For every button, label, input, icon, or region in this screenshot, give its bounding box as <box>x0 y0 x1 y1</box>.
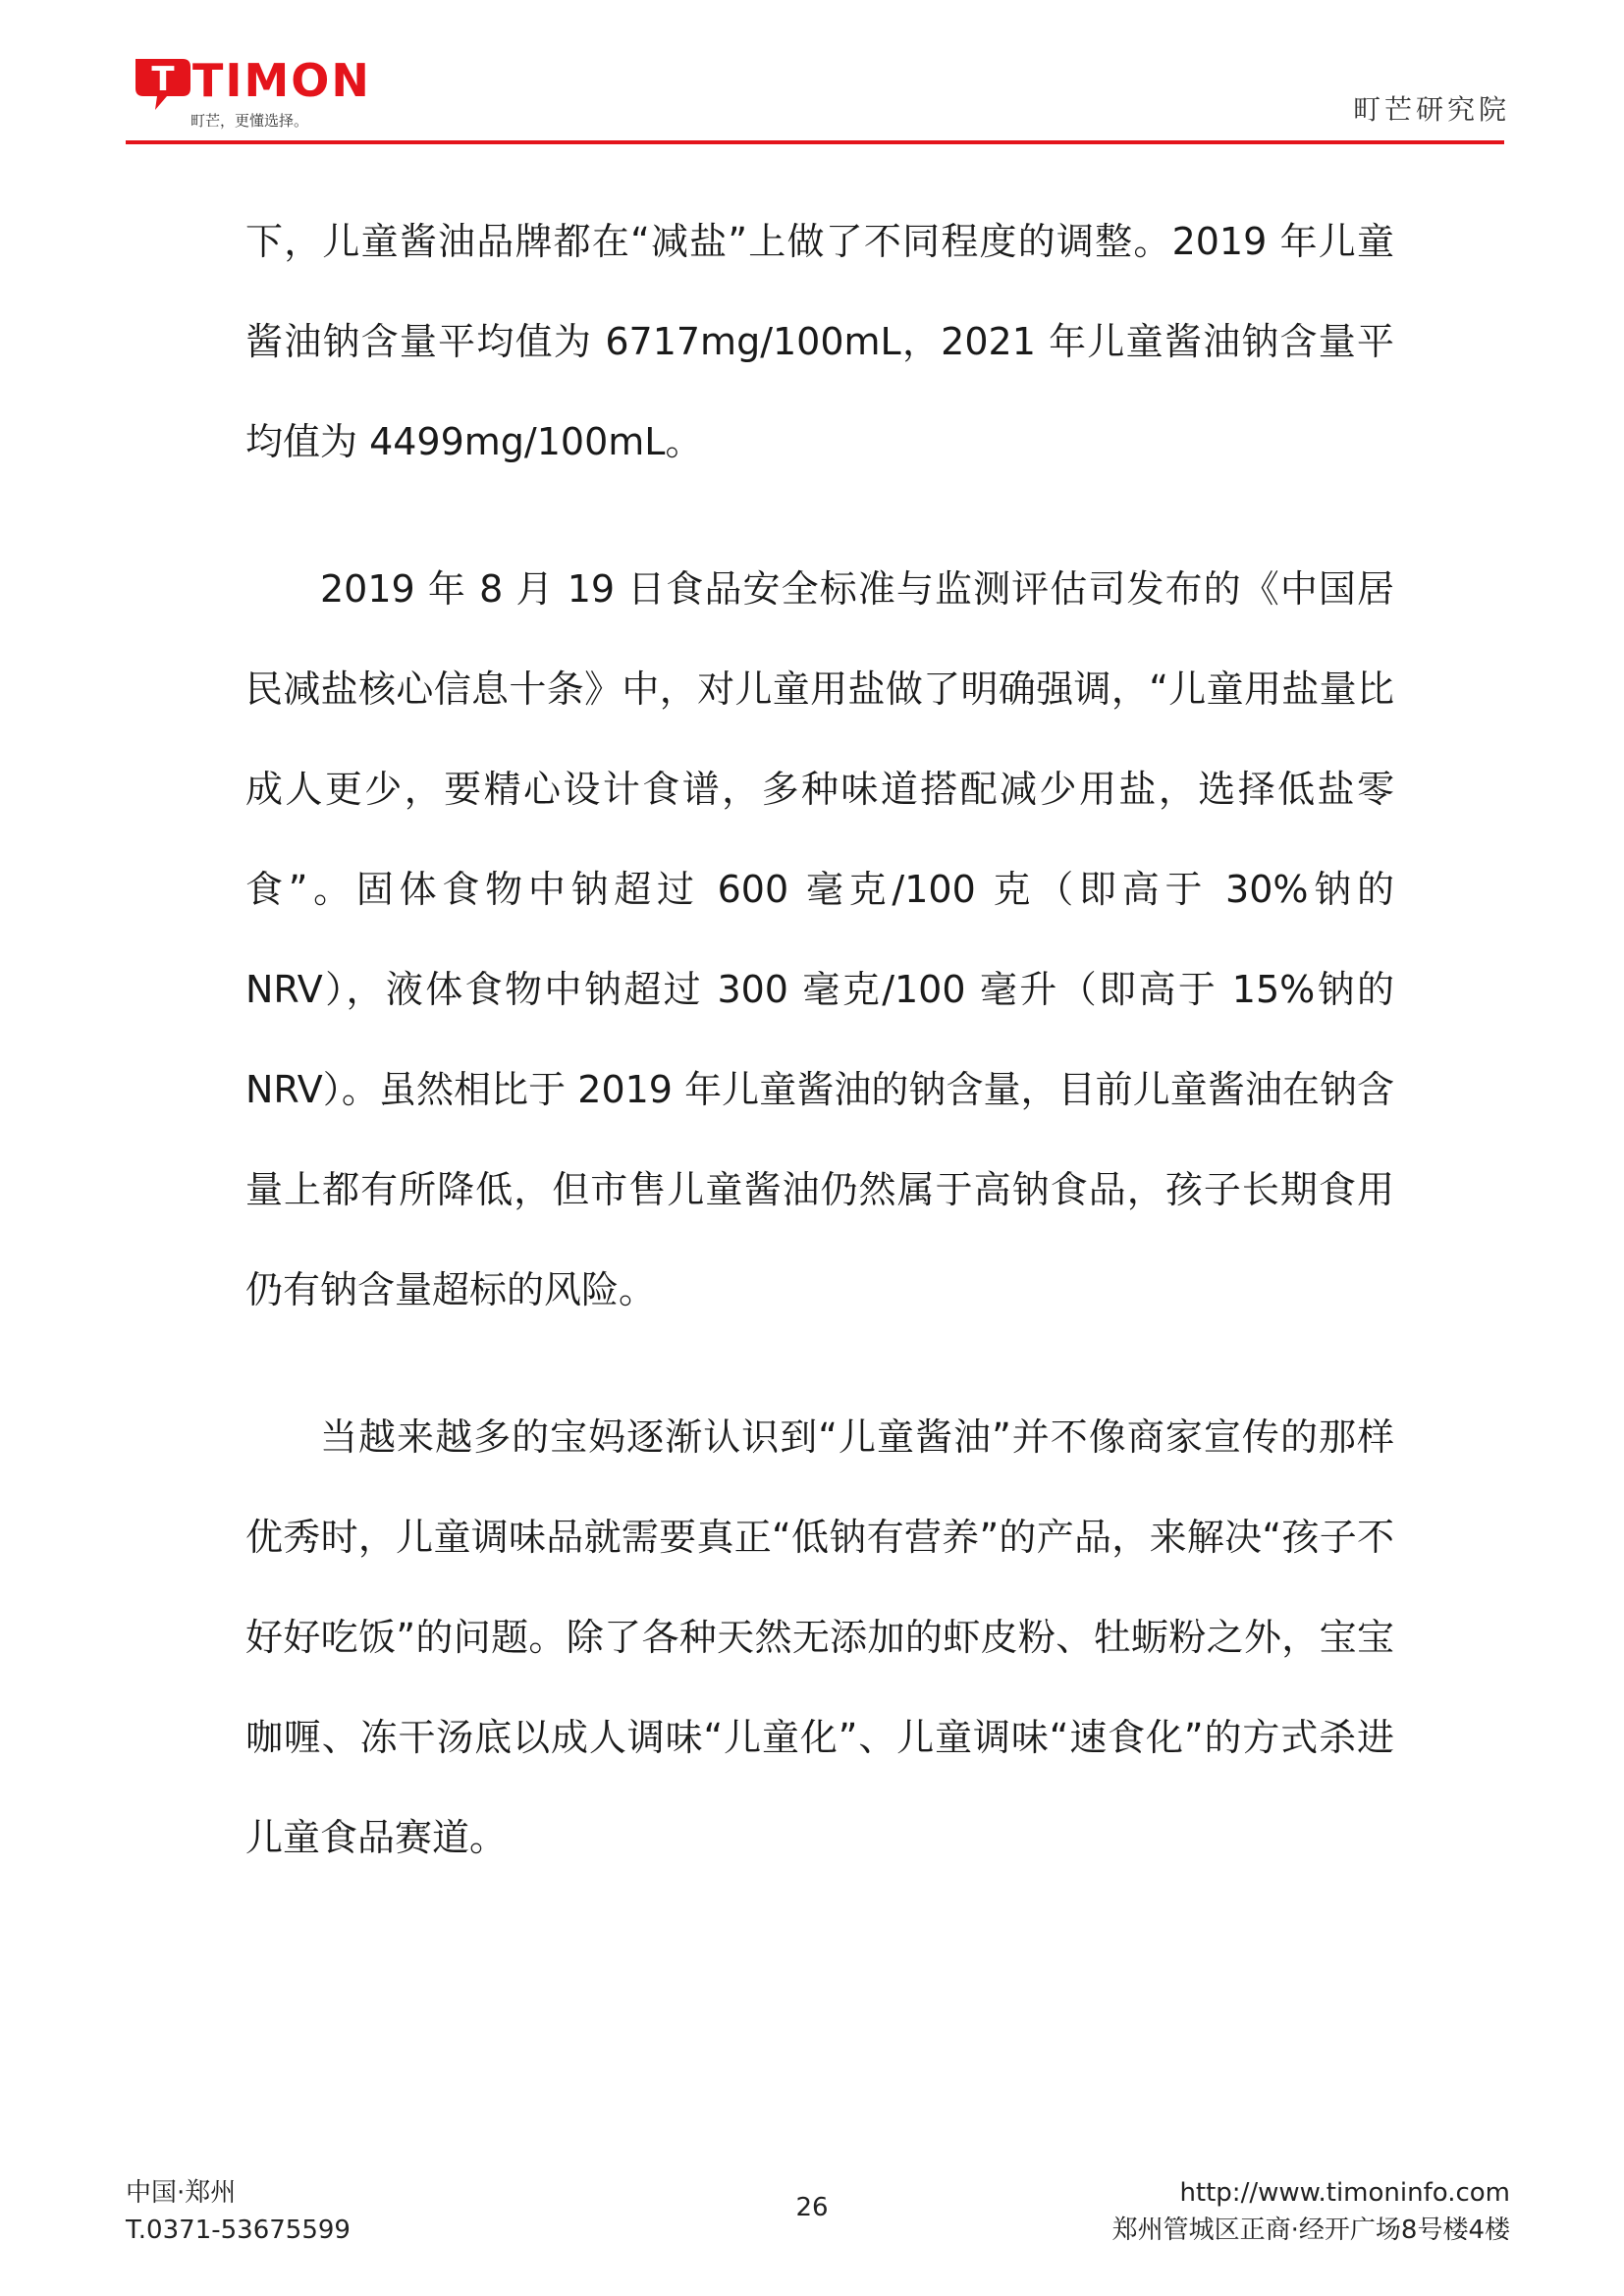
footer-phone: T.0371-53675599 <box>126 2216 351 2245</box>
footer-address-block <box>1112 2174 1510 2249</box>
timon-logo <box>126 51 371 139</box>
header-divider <box>126 140 1504 144</box>
paragraph-1: 下，儿童酱油品牌都在“减盐”上做了不同程度的调整。2019 年儿童酱油钠含量平均值为 6717mg/100mL，2021 年儿童酱油钠含量平均值为 4499mg/100mL。 <box>245 220 1394 463</box>
svg-text:T: T <box>151 60 175 99</box>
page-number: 26 <box>795 2193 829 2222</box>
footer-location: 中国·郑州 <box>126 2178 237 2208</box>
logo-tagline: 町芒，更懂选择。 <box>190 112 309 130</box>
footer-address: 郑州管城区正商·经开广场8号楼4楼 <box>1111 2216 1510 2245</box>
paragraph-2: 2019 年 8 月 19 日食品安全标准与监测评估司发布的《中国居民减盐核心信息十条》中，对儿童用盐做了明确强调，“儿童用盐量比成人更少，要精心设计食谱，多种味道搭配减少用盐，选择低盐零食”。固体食物中钠超过 600 毫克/100 克（即高于 30%钠的 NRV），液体食物中钠超过 300 毫克/100 毫升（即高于 15%钠的 NRV）。虽然相比于 2019 年儿童酱油的钠含量，目前儿童酱油在钠含量上都有所降低，但市售儿童酱油仍然属于高钠食品，孩子长期食用仍有钠含量超标的风险。 <box>245 567 1394 1311</box>
paragraph-3: 当越来越多的宝妈逐渐认识到“儿童酱油”并不像商家宣传的那样优秀时，儿童调味品就需要真正“低钠有营养”的产品，来解决“孩子不好好吃饭”的问题。除了各种天然无添加的虾皮粉、牡蛎粉之外，宝宝咖喱、冻干汤底以成人调味“儿童化”、儿童调味“速食化”的方式杀进儿童食品赛道。 <box>245 1415 1394 1859</box>
footer-website[interactable]: http://www.timoninfo.com <box>1179 2178 1510 2208</box>
logo-wordmark: TIMON <box>192 54 371 107</box>
document-body <box>245 191 1394 1935</box>
header-title: 町芒研究院 <box>1352 93 1510 126</box>
timon-logo-icon <box>126 51 371 139</box>
page-header <box>0 0 1624 147</box>
